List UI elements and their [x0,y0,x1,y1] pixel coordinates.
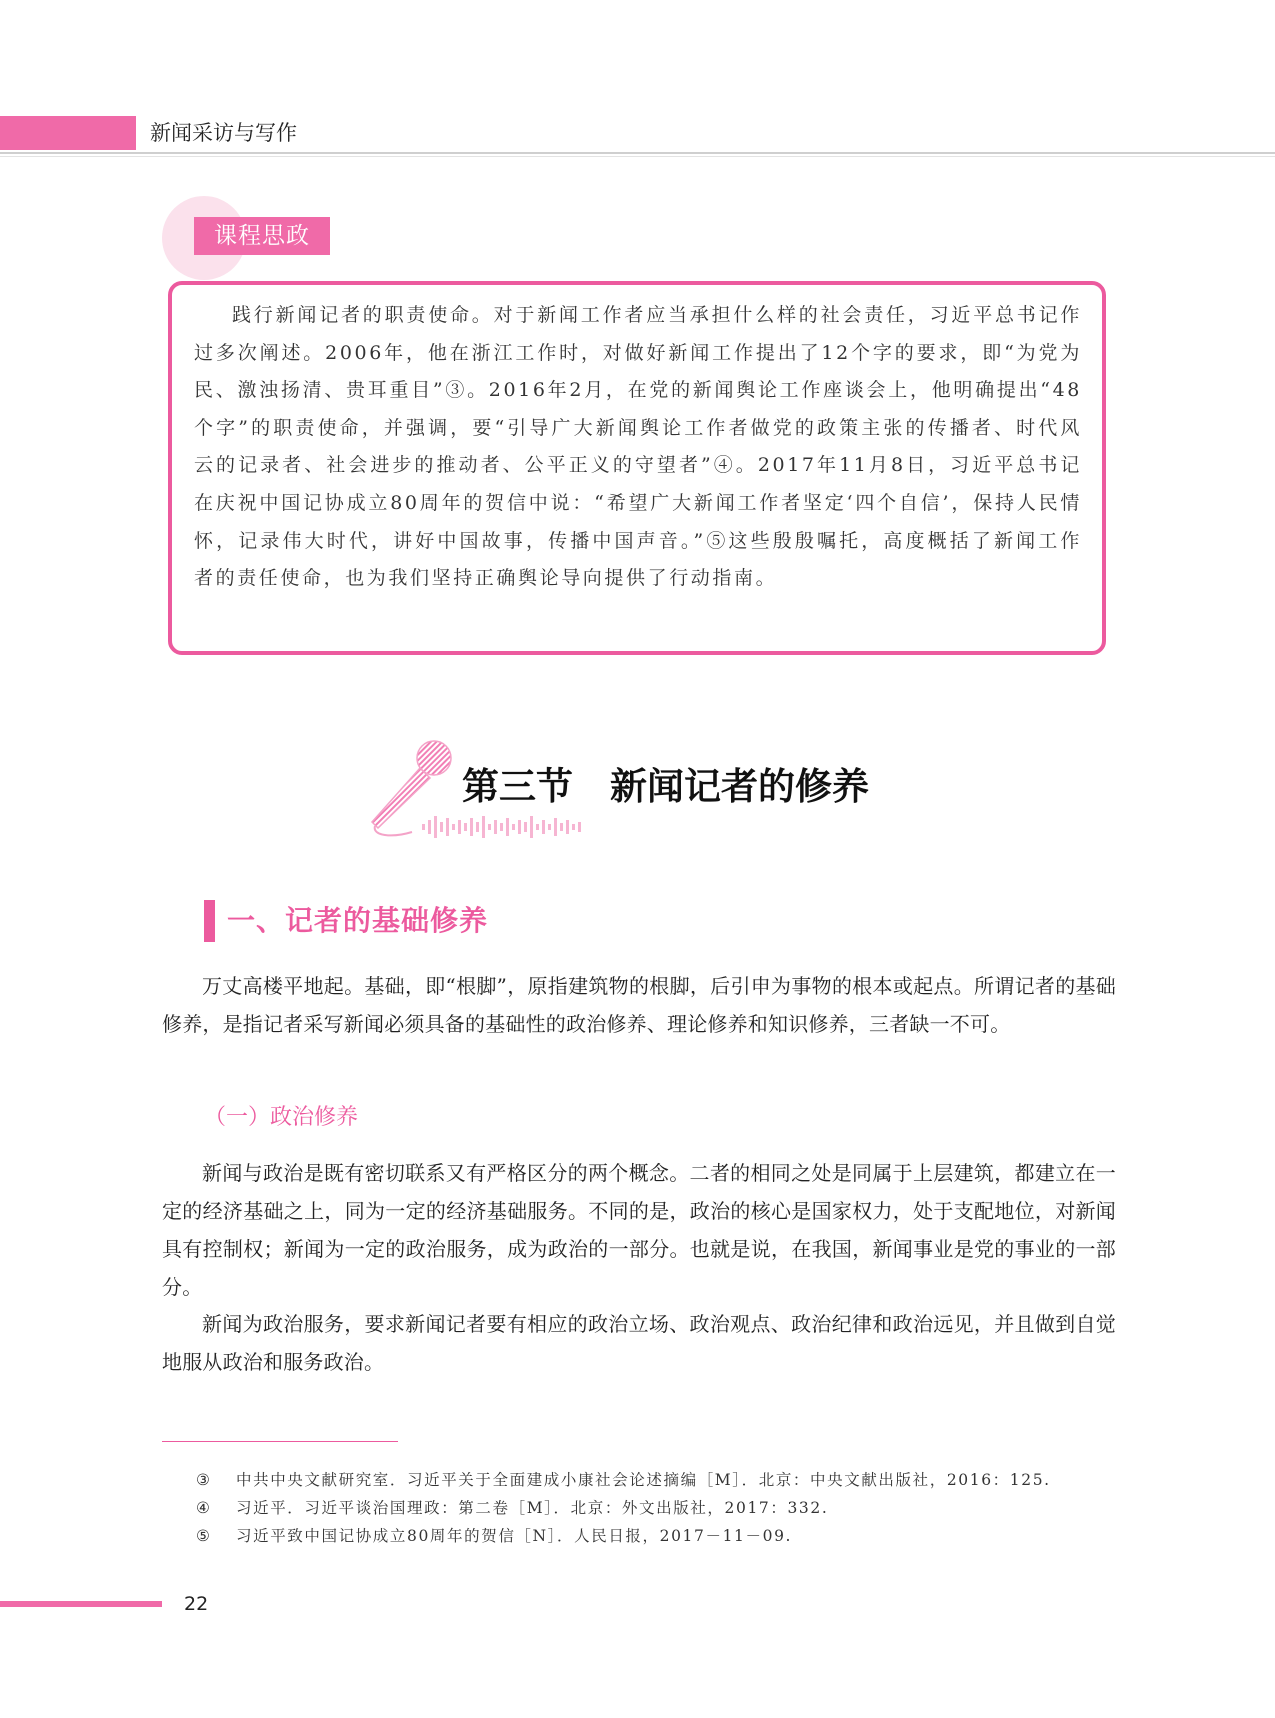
footnote [196,1466,1051,1494]
footnote-divider [162,1441,398,1442]
body-paragraph: 新闻为政治服务，要求新闻记者要有相应的政治立场、政治观点、政治纪律和政治远见，并且做到自觉地服从政治和服务政治。 [162,1312,1116,1374]
footnote-number: ⑤ [196,1527,212,1545]
header-accent-bar [0,116,136,150]
footnote-text: 中共中央文献研究室．习近平关于全面建成小康社会论述摘编［M］．北京：中央文献出版社，2016：125. [236,1471,1051,1489]
page-number: 22 [184,1593,209,1615]
footnote-number: ④ [196,1499,212,1517]
book-title: 新闻采访与写作 [150,121,297,145]
footnote [196,1522,792,1550]
intro-paragraph: 万丈高楼平地起。基础，即“根脚”，原指建筑物的根脚，后引申为事物的根本或起点。所谓记者的基础修养，是指记者采写新闻必须具备的基础性的政治修养、理论修养和知识修养，三者缺一不可。 [162,974,1116,1036]
footer-accent-bar [0,1601,162,1607]
footnote-text: 习近平致中国记协成立80周年的贺信［N］．人民日报，2017－11－09. [236,1527,793,1545]
header-divider-thin [0,156,1275,157]
sub-subsection-heading: （一）政治修养 [204,1105,359,1130]
footnote-text: 习近平．习近平谈治国理政：第二卷［M］．北京：外文出版社，2017：332. [236,1499,829,1517]
footnote [196,1494,828,1522]
body-paragraph: 新闻与政治是既有密切联系又有严格区分的两个概念。二者的相同之处是同属于上层建筑，都建立在一定的经济基础之上，同为一定的经济基础服务。不同的是，政治的核心是国家权力，处于支配地位，对新闻具有控制权；新闻为一定的政治服务，成为政治的一部分。也就是说，在我国，新闻事业是党的事业的一部分。 [162,1161,1116,1299]
header-divider [0,152,1275,154]
heading-accent-bar [204,900,215,942]
ideology-badge: 课程思政 [194,217,330,255]
subsection-heading: 一、记者的基础修养 [227,904,489,937]
footnote-number: ③ [196,1471,212,1489]
section-title: 第三节 新闻记者的修养 [462,764,869,808]
ideology-text: 践行新闻记者的职责使命。对于新闻工作者应当承担什么样的社会责任，习近平总书记作过多次阐述。2006年，他在浙江工作时，对做好新闻工作提出了12个字的要求，即“为党为民、激浊扬清、贵耳重目”③。2016年2月，在党的新闻舆论工作座谈会上，他明确提出“48个字”的职责使命，并强调，要“引导广大新闻舆论工作者做党的政策主张的传播者、时代风云的记录者、社会进步的推动者、公平正义的守望者”④。2017年11月8日，习近平总书记在庆祝中国记协成立80周年的贺信中说：“希望广大新闻工作者坚定‘四个自信’，保持人民情怀，记录伟大时代，讲好中国故事，传播中国声音。”⑤这些殷殷嘱托，高度概括了新闻工作者的责任使命，也为我们坚持正确舆论导向提供了行动指南。 [194,304,1082,590]
